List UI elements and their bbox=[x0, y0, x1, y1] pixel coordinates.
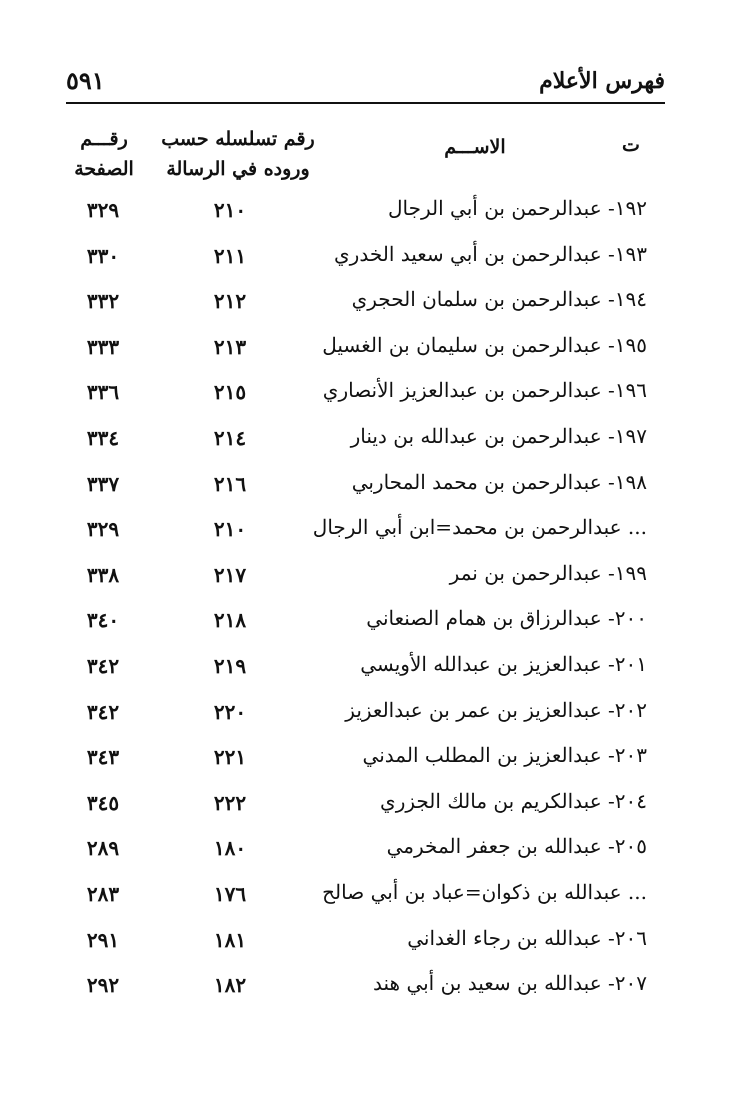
table-row bbox=[0, 880, 737, 920]
entry-sequence: ٢١٤ bbox=[213, 426, 247, 450]
table-row bbox=[0, 242, 737, 282]
entry-page: ٣٣٦ bbox=[86, 380, 120, 405]
table-row bbox=[0, 470, 737, 510]
entry-sequence: ١٨٠ bbox=[213, 836, 247, 861]
entry-name: ٢٠٥- عبدالله بن جعفر المخرمي bbox=[386, 834, 647, 859]
table-row bbox=[0, 333, 737, 373]
entry-sequence: ٢١٧ bbox=[213, 562, 247, 587]
entry-name: ١٩٣- عبدالرحمن بن أبي سعيد الخدري bbox=[334, 241, 647, 266]
entry-name: ١٩٢- عبدالرحمن بن أبي الرجال bbox=[388, 196, 647, 220]
entry-name: ٢٠٠- عبدالرزاق بن همام الصنعاني bbox=[366, 606, 647, 631]
entry-page: ٣٤٢ bbox=[86, 699, 120, 724]
table-row bbox=[0, 834, 737, 874]
entry-name: ١٩٨- عبدالرحمن بن محمد المحاربي bbox=[351, 469, 647, 494]
page-title: فهرس الأعلام bbox=[539, 68, 665, 94]
entry-page: ٢٩١ bbox=[86, 927, 120, 952]
table-row bbox=[0, 926, 737, 966]
entry-sequence: ٢١٨ bbox=[213, 608, 247, 633]
entry-sequence: ١٧٦ bbox=[213, 882, 247, 906]
entry-page: ٣٤٠ bbox=[86, 608, 120, 633]
column-header-sequence: رقم تسلسله حسب وروده في الرسالة bbox=[161, 128, 315, 180]
entry-page: ٣٣٠ bbox=[86, 243, 120, 268]
entry-name: ٢٠٣- عبدالعزيز بن المطلب المدني bbox=[362, 743, 647, 768]
table-row bbox=[0, 424, 737, 464]
entry-page: ٢٨٣ bbox=[86, 882, 120, 906]
table-row bbox=[0, 561, 737, 601]
entry-name: ... عبدالله بن ذكوان=عباد بن أبي صالح bbox=[322, 880, 647, 904]
entry-page: ٣٢٩ bbox=[86, 517, 120, 542]
entry-page: ٢٩٢ bbox=[86, 973, 120, 998]
entry-sequence: ١٨١ bbox=[213, 927, 247, 952]
table-row bbox=[0, 196, 737, 236]
entry-sequence: ٢١٢ bbox=[213, 289, 247, 314]
entry-page: ٣٣٤ bbox=[86, 426, 120, 450]
entry-name: ٢٠١- عبدالعزيز بن عبدالله الأويسي bbox=[360, 652, 647, 676]
entry-sequence: ٢٢١ bbox=[213, 745, 247, 770]
entry-sequence: ٢١٣ bbox=[213, 334, 247, 359]
table-row bbox=[0, 287, 737, 327]
entry-name: ١٩٥- عبدالرحمن بن سليمان بن الغسيل bbox=[322, 332, 647, 357]
entry-name: ٢٠٢- عبدالعزيز بن عمر بن عبدالعزيز bbox=[345, 697, 647, 722]
entry-sequence: ١٨٢ bbox=[213, 973, 247, 998]
table-row bbox=[0, 606, 737, 646]
entry-name: ١٩٩- عبدالرحمن بن نمر bbox=[449, 560, 647, 585]
page-number: ٥٩١ bbox=[66, 66, 105, 95]
entry-name: ١٩٧- عبدالرحمن بن عبدالله بن دينار bbox=[350, 424, 647, 448]
entry-sequence: ٢١٠ bbox=[213, 517, 247, 542]
table-row bbox=[0, 378, 737, 418]
entry-sequence: ٢١٩ bbox=[213, 654, 247, 678]
entry-name: ٢٠٤- عبدالكريم بن مالك الجزري bbox=[380, 788, 647, 813]
entry-page: ٣٢٩ bbox=[86, 198, 120, 222]
entry-name: ... عبدالرحمن بن محمد=ابن أبي الرجال bbox=[312, 515, 647, 540]
column-header-page: رقـــم الصفحة bbox=[74, 128, 134, 180]
entry-name: ١٩٤- عبدالرحمن بن سلمان الحجري bbox=[351, 287, 647, 312]
entry-name: ١٩٦- عبدالرحمن بن عبدالعزيز الأنصاري bbox=[322, 378, 647, 403]
entry-page: ٢٨٩ bbox=[86, 836, 120, 861]
running-header bbox=[66, 62, 665, 104]
table-row bbox=[0, 652, 737, 692]
entry-sequence: ٢٢٢ bbox=[213, 790, 247, 815]
entry-page: ٣٣٨ bbox=[86, 562, 120, 587]
entry-name: ٢٠٦- عبدالله بن رجاء الغداني bbox=[407, 925, 647, 950]
entry-sequence: ٢١٠ bbox=[213, 198, 247, 222]
table-row bbox=[0, 743, 737, 783]
entry-page: ٣٤٢ bbox=[86, 654, 120, 678]
entry-sequence: ٢١١ bbox=[213, 243, 247, 268]
column-header-number: ت bbox=[622, 134, 640, 156]
entry-name: ٢٠٧- عبدالله بن سعيد بن أبي هند bbox=[373, 971, 647, 996]
entry-sequence: ٢١٦ bbox=[213, 471, 247, 496]
entry-page: ٣٣٧ bbox=[86, 471, 120, 496]
entry-page: ٣٣٢ bbox=[86, 289, 120, 314]
entry-page: ٣٤٥ bbox=[86, 790, 120, 815]
entry-page: ٣٣٣ bbox=[86, 334, 120, 359]
table-row bbox=[0, 789, 737, 829]
entry-sequence: ٢١٥ bbox=[213, 380, 247, 405]
entry-page: ٣٤٣ bbox=[86, 745, 120, 770]
table-row bbox=[0, 698, 737, 738]
entry-sequence: ٢٢٠ bbox=[213, 699, 247, 724]
table-row bbox=[0, 971, 737, 1011]
table-row bbox=[0, 515, 737, 555]
column-header-name: الاســـم bbox=[444, 136, 506, 158]
